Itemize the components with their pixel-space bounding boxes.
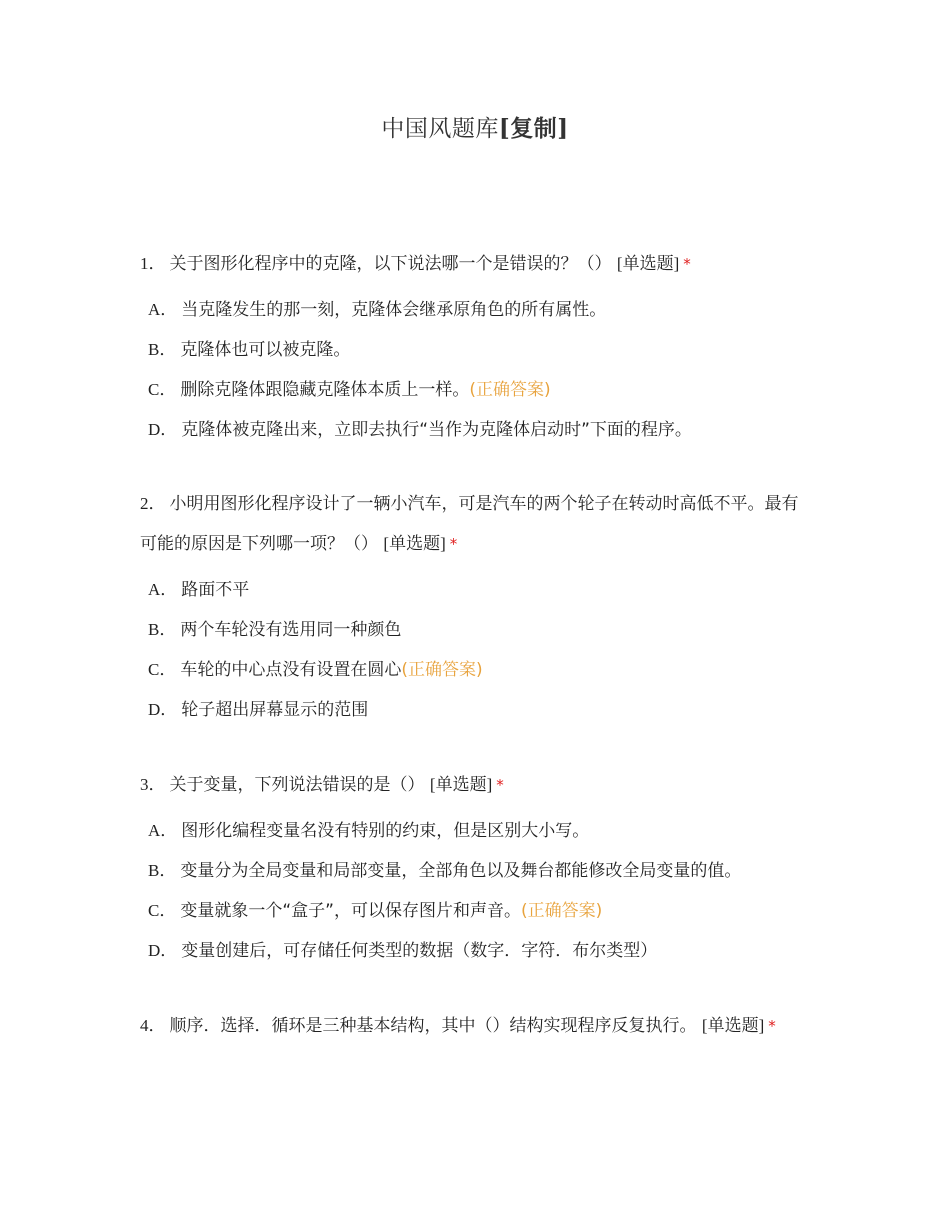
question-2-option-c[interactable]	[148, 650, 800, 690]
page-title-main: 中国风题库	[381, 116, 499, 142]
question-2-option-a[interactable]	[148, 570, 800, 610]
option-letter: A．	[148, 580, 178, 599]
option-letter: D．	[148, 700, 178, 719]
question-3-required-mark: *	[496, 776, 504, 794]
question-4-number: 4．	[140, 1016, 166, 1035]
question-3-stem	[140, 765, 800, 805]
option-letter: B．	[148, 861, 177, 880]
question-2-stem	[140, 484, 800, 564]
question-1-options	[140, 290, 800, 450]
question-2-option-d[interactable]	[148, 690, 800, 730]
option-text: 图形化编程变量名没有特别的约束，但是区别大小写。	[181, 821, 590, 841]
question-3-option-c[interactable]	[148, 891, 800, 931]
question-3-option-a[interactable]	[148, 811, 800, 851]
question-4-text: 顺序．选择．循环是三种基本结构，其中（）结构实现程序反复执行。	[169, 1016, 697, 1036]
question-1-required-mark: *	[683, 255, 691, 273]
question-2-type: [单选题]	[383, 534, 446, 553]
question-1-option-c[interactable]	[148, 370, 800, 410]
question-4-stem	[140, 1006, 800, 1046]
question-1	[140, 244, 800, 450]
question-3-option-b[interactable]	[148, 851, 800, 891]
option-letter: A．	[148, 821, 178, 840]
question-3-options	[140, 811, 800, 971]
option-text: 当克隆发生的那一刻，克隆体会继承原角色的所有属性。	[181, 300, 607, 320]
correct-answer-label: (正确答案)	[469, 380, 551, 400]
option-text: 克隆体被克隆出来，立即去执行“当作为克隆体启动时”下面的程序。	[181, 420, 692, 440]
question-1-type: [单选题]	[616, 254, 680, 273]
option-text: 轮子超出屏幕显示的范围	[181, 700, 369, 720]
option-letter: A．	[148, 300, 178, 319]
option-text: 变量分为全局变量和局部变量，全部角色以及舞台都能修改全局变量的值。	[180, 861, 742, 881]
question-1-option-a[interactable]	[148, 290, 800, 330]
option-text: 克隆体也可以被克隆。	[180, 340, 351, 360]
question-2-options	[140, 570, 800, 730]
option-text: 删除克隆体跟隐藏克隆体本质上一样。	[180, 380, 470, 400]
option-letter: D．	[148, 420, 178, 439]
option-text: 两个车轮没有选用同一种颜色	[180, 620, 402, 640]
question-1-number: 1．	[140, 254, 166, 273]
option-letter: C．	[148, 660, 177, 679]
question-1-text: 关于图形化程序中的克隆，以下说法哪一个是错误的？（）	[169, 254, 612, 274]
question-1-option-d[interactable]	[148, 410, 800, 450]
question-2-number: 2．	[140, 494, 166, 513]
question-2	[140, 484, 800, 730]
question-4-required-mark: *	[768, 1017, 776, 1035]
correct-answer-label: (正确答案)	[401, 660, 483, 680]
option-letter: C．	[148, 380, 177, 399]
question-4-type: [单选题]	[701, 1016, 765, 1035]
option-letter: C．	[148, 901, 177, 920]
question-3-number: 3．	[140, 775, 166, 794]
correct-answer-label: (正确答案)	[520, 901, 603, 921]
page-title-suffix: [复制]	[498, 115, 569, 142]
question-3	[140, 765, 800, 971]
question-4	[140, 1006, 800, 1046]
question-3-option-d[interactable]	[148, 931, 800, 971]
question-2-required-mark: *	[449, 535, 458, 553]
question-1-option-b[interactable]	[148, 330, 800, 370]
question-2-option-b[interactable]	[148, 610, 800, 650]
option-text: 车轮的中心点没有设置在圆心	[180, 660, 402, 680]
option-text: 变量就象一个“盒子”，可以保存图片和声音。	[180, 901, 521, 921]
question-3-type: [单选题]	[429, 775, 493, 794]
question-3-text: 关于变量，下列说法错误的是（）	[169, 775, 425, 795]
option-letter: B．	[148, 620, 177, 639]
option-text: 路面不平	[181, 580, 250, 600]
page-title	[0, 110, 950, 143]
option-letter: B．	[148, 340, 177, 359]
option-text: 变量创建后，可存储任何类型的数据（数字．字符．布尔类型）	[181, 941, 658, 961]
option-letter: D．	[148, 941, 178, 960]
question-2-text: 小明用图形化程序设计了一辆小汽车，可是汽车的两个轮子在转动时高低不平。最有可能的原因是下列哪一项？（）	[140, 494, 799, 554]
question-1-stem	[140, 244, 800, 284]
